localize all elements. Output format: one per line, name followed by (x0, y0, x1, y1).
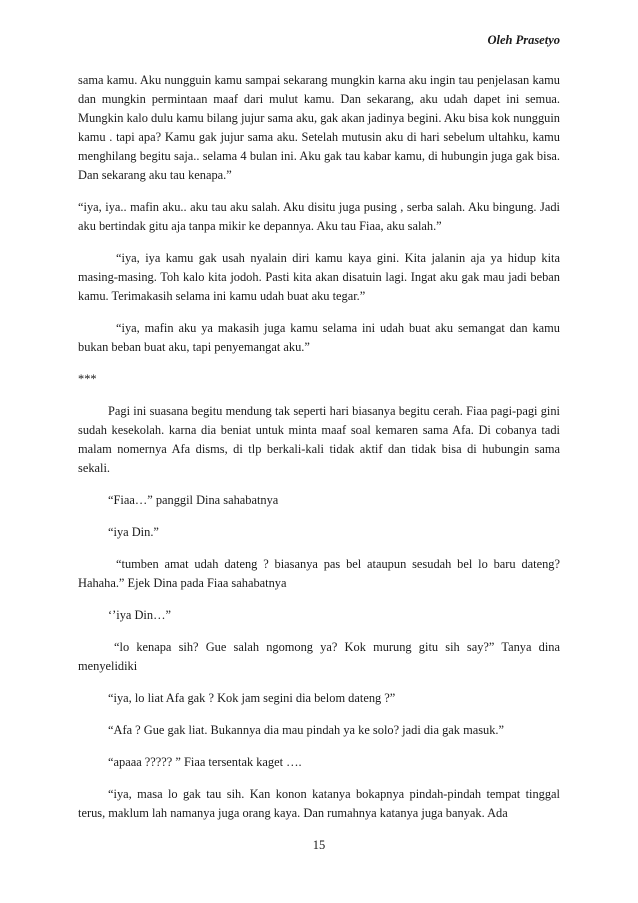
paragraph: “iya, iya kamu gak usah nyalain diri kamu kaya gini. Kita jalanin aja ya hidup kita masing-masing. Toh kalo kita jodoh. Pasti kita akan disatuin lagi. Ingat aku gak mau jadi beban kamu. Terimakasih selama ini kamu udah buat aku tegar.” (78, 251, 560, 303)
paragraph: sama kamu. Aku nungguin kamu sampai sekarang mungkin karna aku ingin tau penjelasan kamu dan mungkin permintaan maaf dari mulut kamu. Dan sekarang, aku udah dapet ini semua. Mungkin kalo dulu kamu bilang jujur sama aku, gak akan jadinya begini. Aku bisa kok nungguin kamu . tapi apa? Kamu gak jujur sama aku. Setelah mutusin aku di hari sebelum ultahku, kamu menghilang begitu saja.. selama 4 bulan ini. Aku gak tau kabar kamu, di hubungin juga gak bisa. Dan sekarang aku tau kenapa.” (78, 73, 560, 182)
paragraph: “lo kenapa sih? Gue salah ngomong ya? Kok murung gitu sih say?” Tanya dina menyelidiki (78, 640, 560, 673)
paragraph: ‘’iya Din…” (108, 608, 171, 622)
paragraph: “iya Din.” (108, 525, 159, 539)
paragraph: Pagi ini suasana begitu mendung tak seperti hari biasanya begitu cerah. Fiaa pagi-pagi gini sudah kesekolah. karna dia beniat untuk minta maaf soal kemaren sama Afa. Di cobanya tadi malam nomernya Afa disms, di tlp berkali-kali tidak aktif dan tidak bisa di hubungin sama sekali. (78, 404, 560, 475)
scene-break: *** (78, 372, 97, 386)
paragraph: “iya, mafin aku ya makasih juga kamu selama ini udah buat aku semangat dan kamu bukan beban buat aku, tapi penyemangat aku.” (78, 321, 560, 354)
paragraph: “apaaa ????? ” Fiaa tersentak kaget …. (108, 755, 302, 769)
paragraph: “Afa ? Gue gak liat. Bukannya dia mau pindah ya ke solo? jadi dia gak masuk.” (108, 723, 505, 737)
page-number: 15 (312, 838, 326, 852)
paragraph: “Fiaa…” panggil Dina sahabatnya (108, 493, 279, 507)
paragraph: “iya, iya.. mafin aku.. aku tau aku salah. Aku disitu juga pusing , serba salah. Aku bingung. Jadi aku bertindak gitu aja tanpa mikir ke depannya. Aku tau Fiaa, aku salah.” (78, 200, 560, 233)
running-header-author: Oleh Prasetyo (487, 33, 560, 47)
paragraph: “tumben amat udah dateng ? biasanya pas bel ataupun sesudah bel lo baru dateng? Hahaha.” Ejek Dina pada Fiaa sahabatnya (78, 557, 560, 590)
paragraph: “iya, masa lo gak tau sih. Kan konon katanya bokapnya pindah-pindah tempat tinggal terus, maklum lah namanya juga orang kaya. Dan rumahnya katanya juga banyak. Ada (78, 787, 560, 820)
page-body (78, 71, 560, 836)
paragraph: “iya, lo liat Afa gak ? Kok jam segini dia belom dateng ?” (108, 691, 396, 705)
